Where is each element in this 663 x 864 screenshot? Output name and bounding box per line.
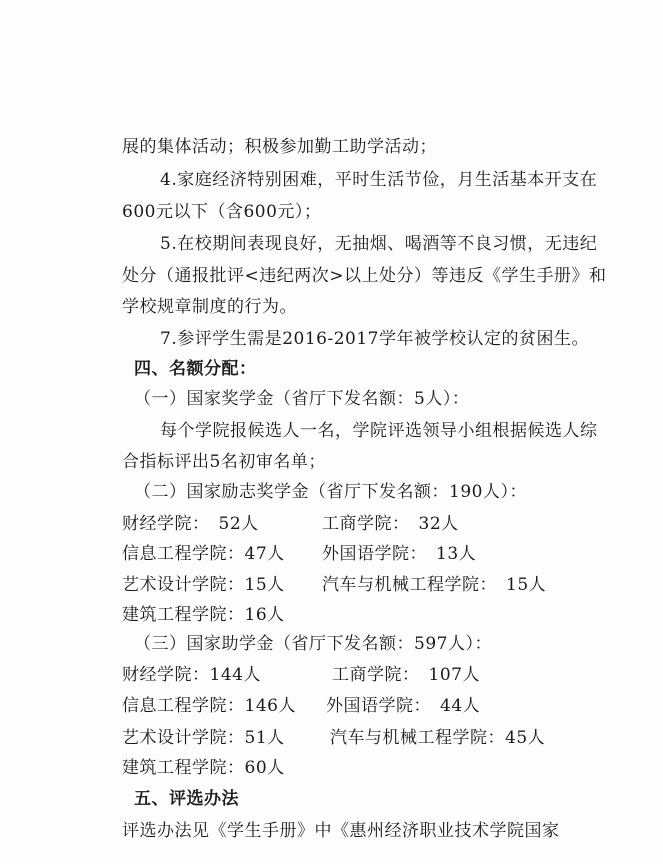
quota-entry: 汽车与机械工程学院：45人: [330, 728, 546, 748]
text-line: 学校规章制度的行为。: [122, 297, 297, 317]
quota-entry: 工商学院： 32人: [322, 514, 459, 534]
text-line: 4.家庭经济特别困难，平时生活节俭，月生活基本开支在: [160, 170, 598, 190]
section-heading: 五、评选办法: [134, 789, 239, 809]
text-line: 合指标评出5名初审名单；: [122, 452, 326, 472]
text-line: 评选办法见《学生手册》中《惠州经济职业技术学院国家: [122, 821, 560, 841]
subsection-heading: （三）国家助学金（省厅下发名额：597人）：: [134, 634, 492, 654]
quota-entry: 信息工程学院：146人: [122, 696, 296, 716]
quota-entry: 信息工程学院：47人: [122, 544, 285, 564]
quota-entry: 财经学院：144人: [122, 665, 261, 685]
text-line: 600元以下（含600元）；: [122, 202, 322, 222]
quota-entry: 建筑工程学院：60人: [122, 758, 285, 778]
subsection-heading: （一）国家奖学金（省厅下发名额：5人）：: [134, 389, 470, 409]
quota-entry: 财经学院： 52人: [122, 514, 259, 534]
quota-entry: 艺术设计学院：15人: [122, 575, 285, 595]
text-line: 7.参评学生需是2016-2017学年被学校认定的贫困生。: [160, 329, 589, 349]
quota-entry: 外国语学院： 44人: [326, 696, 481, 716]
quota-entry: 建筑工程学院：16人: [122, 605, 285, 625]
quota-entry: 工商学院： 107人: [332, 665, 480, 685]
quota-entry: 汽车与机械工程学院： 15人: [322, 575, 547, 595]
text-line: 5.在校期间表现良好，无抽烟、喝酒等不良习惯，无违纪: [160, 234, 598, 254]
text-line: 展的集体活动；积极参加勤工助学活动；: [122, 137, 437, 157]
text-line: 每个学院报候选人一名，学院评选领导小组根据候选人综: [160, 421, 598, 441]
subsection-heading: （二）国家励志奖学金（省厅下发名额：190人）：: [134, 482, 527, 502]
text-line: 处分（通报批评<违纪两次>以上处分）等违反《学生手册》和: [122, 266, 607, 286]
quota-entry: 艺术设计学院：51人: [122, 728, 285, 748]
section-heading: 四、名额分配：: [134, 359, 257, 379]
quota-entry: 外国语学院： 13人: [322, 544, 477, 564]
